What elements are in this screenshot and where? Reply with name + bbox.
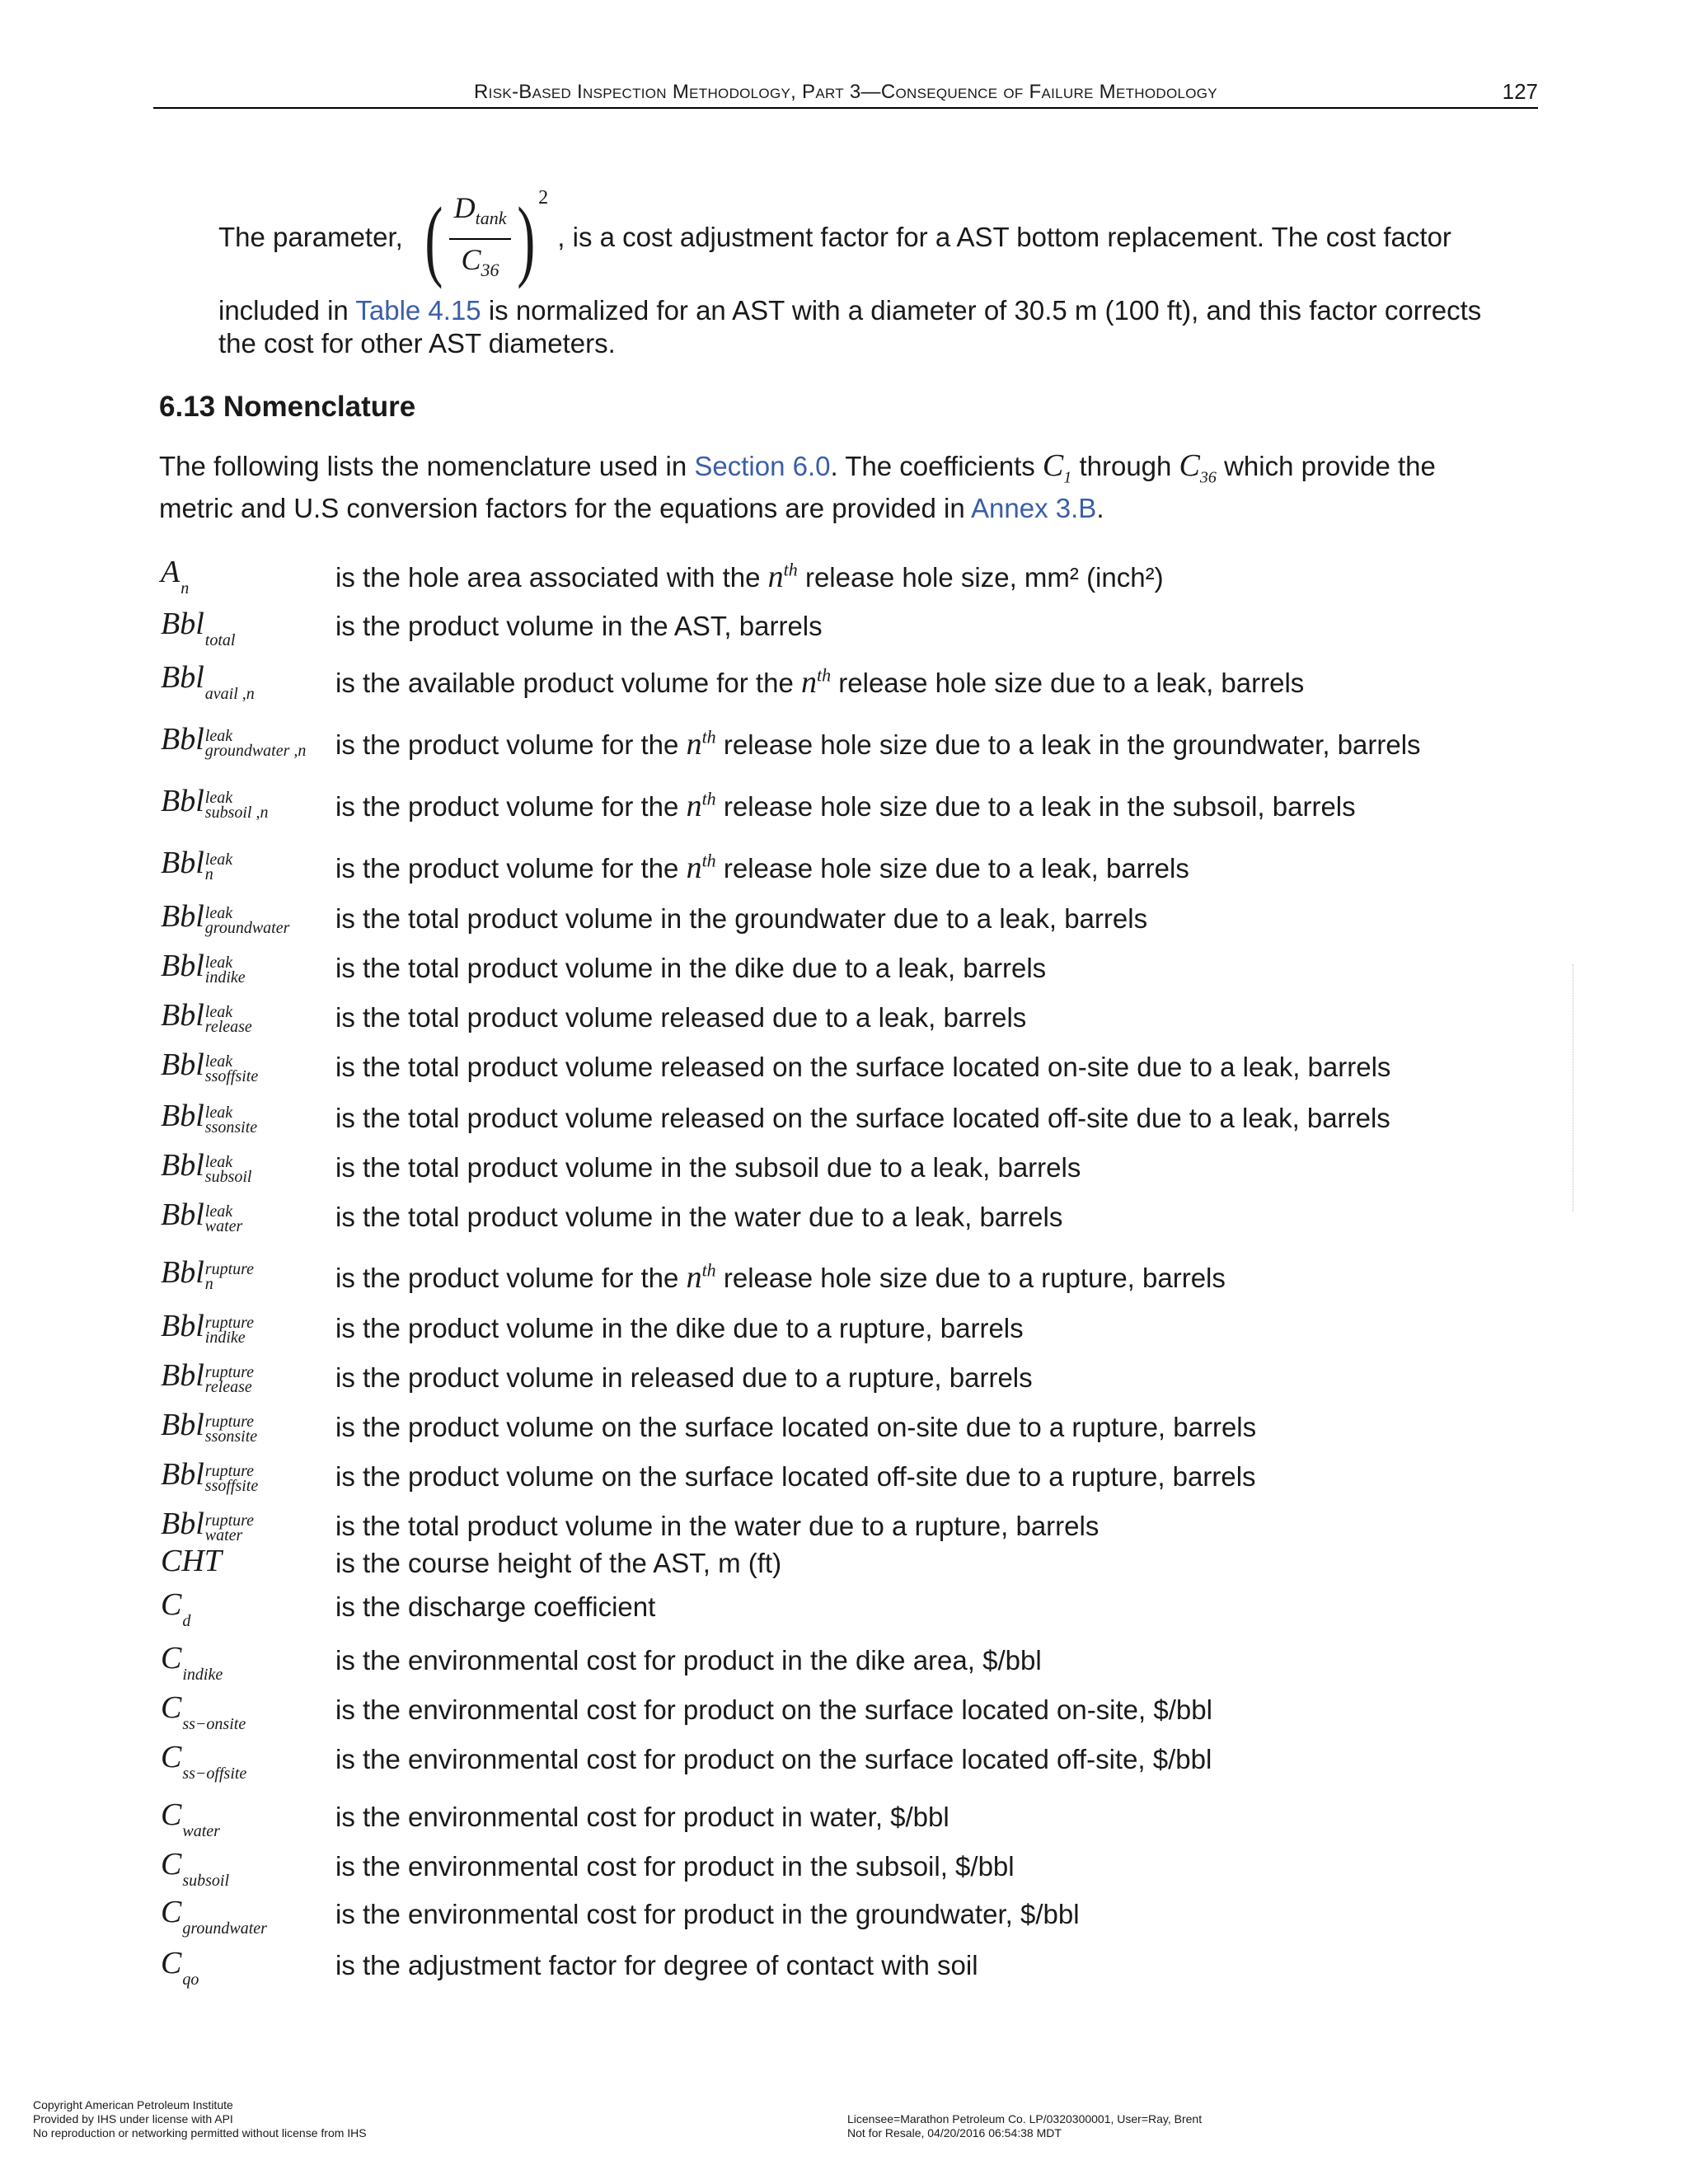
nomenclature-description: is the environmental cost for product on the surface located on-site, $/bbl <box>335 1694 1212 1725</box>
nomenclature-symbol: Bbl leak ssonsite <box>161 1099 258 1137</box>
nomenclature-item <box>161 1690 1562 1737</box>
nomenclature-description: is the product volume for the $n^{th}$ release hole size due to a leak in the groundwater, barrels <box>335 726 1421 762</box>
nomenclature-description: is the total product volume released on the surface located on-site due to a leak, barrels <box>335 1052 1391 1082</box>
nomenclature-symbol: Bbl rupture ssonsite <box>161 1408 258 1446</box>
running-title: Risk-Based Inspection Methodology, Part 3—Consequence of Failure Methodology <box>474 81 1217 103</box>
footer-left-line: No reproduction or networking permitted without license from IHS <box>33 2126 367 2139</box>
nomenclature-description: is the product volume for the $n^{th}$ release hole size due to a leak, barrels <box>335 850 1189 885</box>
annex-3b-link[interactable]: Annex 3.B <box>971 493 1097 523</box>
nomenclature-item <box>161 845 1562 893</box>
nomenclature-item <box>161 1945 1562 1993</box>
nomenclature-symbol: Bbl leak release <box>161 998 252 1036</box>
nomenclature-item <box>161 1407 1562 1455</box>
nomenclature-item <box>161 1308 1562 1356</box>
nomenclature-description: is the total product volume in the subsoil due to a leak, barrels <box>335 1152 1081 1183</box>
nomenclature-item <box>161 948 1562 996</box>
nomenclature-symbol: Bbl rupture release <box>161 1358 255 1396</box>
nomenclature-description: is the available product volume for the $n^{th}$ release hole size due to a leak, barrels <box>335 664 1305 700</box>
nth-symbol: $n^{th}$ <box>767 559 798 594</box>
nomenclature-description: is the total product volume in the water due to a rupture, barrels <box>335 1511 1100 1541</box>
nomenclature-description: is the environmental cost for product in water, $/bbl <box>335 1802 950 1832</box>
nomenclature-symbol: Bbl total <box>161 607 236 649</box>
nth-symbol: $n^{th}$ <box>686 726 716 762</box>
nomenclature-item <box>161 1586 1562 1634</box>
nomenclature-symbol: Bbl leak groundwater ,n <box>161 722 307 760</box>
footer-right-line: Licensee=Marathon Petroleum Co. LP/0320300001, User=Ray, Brent <box>847 2112 1203 2125</box>
section-heading: 6.13 Nomenclature <box>159 391 416 423</box>
nomenclature-description: is the product volume on the surface located off-site due to a rupture, barrels <box>335 1461 1256 1492</box>
nomenclature-item <box>161 1846 1562 1894</box>
nomenclature-item <box>161 1254 1562 1302</box>
nomenclature-symbol: Bbl leak subsoil <box>161 1148 252 1186</box>
nomenclature-item <box>161 1894 1562 1942</box>
nomenclature-description: is the product volume in released due to a rupture, barrels <box>335 1362 1033 1393</box>
nth-symbol: $n^{th}$ <box>800 664 832 700</box>
nomenclature-item <box>161 659 1562 707</box>
section-6-0-link[interactable]: Section 6.0 <box>694 451 831 481</box>
nomenclature-symbol: Bbl rupture n <box>161 1255 255 1293</box>
nomenclature-description: is the total product volume in the water due to a leak, barrels <box>335 1202 1063 1232</box>
nomenclature-item <box>161 1357 1562 1405</box>
nomenclature-item <box>161 1197 1562 1244</box>
nomenclature-item <box>161 1739 1562 1787</box>
nomenclature-symbol: C groundwater <box>161 1895 267 1938</box>
intro-text-after: , is a cost adjustment factor for a AST bottom replacement. The cost factor <box>557 221 1451 252</box>
nomenclature-symbol: C subsoil <box>161 1847 230 1890</box>
nomenclature-symbol: Bbl leak n <box>161 846 233 883</box>
nomenclature-description: is the environmental cost for product on the surface located off-site, $/bbl <box>335 1744 1212 1774</box>
nomenclature-description: is the product volume for the $n^{th}$ release hole size due to a rupture, barrels <box>335 1259 1226 1295</box>
nomenclature-description: is the total product volume released on the surface located off-site due to a leak, barrels <box>335 1103 1390 1133</box>
tank-diameter-ratio: ( $\frac{D_{tank}}{C_{36}}$ ) 2 <box>424 187 549 290</box>
nomenclature-symbol: A n <box>161 555 190 598</box>
nomenclature-symbol: C d <box>161 1587 191 1630</box>
page-number: 127 <box>1502 79 1538 104</box>
nomenclature-item <box>161 721 1562 769</box>
nomenclature-description: is the product volume in the dike due to a rupture, barrels <box>335 1313 1024 1343</box>
nomenclature-description: is the hole area associated with the $n^{th}$ release hole size, mm² (inch²) <box>335 559 1164 594</box>
nomenclature-description: is the total product volume in the dike due to a leak, barrels <box>335 953 1047 983</box>
nomenclature-item <box>161 783 1562 831</box>
section-para-line-1: The following lists the nomenclature used in Section 6.0. The coefficients $C_1$ through $C_{36}$ which provide the <box>159 448 1436 487</box>
intro-line-2: included in Table 4.15 is normalized for an AST with a diameter of 30.5 m (100 ft), and this factor corrects <box>218 295 1482 326</box>
nomenclature-item <box>161 997 1562 1045</box>
nomenclature-symbol: Bbl leak groundwater <box>161 899 290 937</box>
nomenclature-item <box>161 554 1562 602</box>
nomenclature-symbol: Bbl leak indike <box>161 949 246 987</box>
intro-line-3: the cost for other AST diameters. <box>218 328 616 359</box>
intro-line-1 <box>218 187 1532 290</box>
nomenclature-symbol: Bbl leak subsoil ,n <box>161 784 269 822</box>
footer-right <box>847 2112 1202 2140</box>
nomenclature-symbol: C water <box>161 1797 220 1840</box>
nth-symbol: $n^{th}$ <box>686 788 716 823</box>
nomenclature-item <box>161 898 1562 946</box>
nomenclature-item <box>161 1456 1562 1504</box>
nomenclature-description: is the product volume on the surface located on-site due to a rupture, barrels <box>335 1412 1257 1442</box>
nomenclature-description: is the environmental cost for product in the subsoil, $/bbl <box>335 1851 1015 1882</box>
nomenclature-symbol: Bbl avail ,n <box>161 660 255 703</box>
nomenclature-item <box>161 1640 1562 1688</box>
table-4-15-link[interactable]: Table 4.15 <box>355 295 481 326</box>
nomenclature-item <box>161 606 1562 654</box>
nomenclature-description: is the total product volume released due to a leak, barrels <box>335 1002 1027 1033</box>
nomenclature-symbol: C indike <box>161 1641 223 1684</box>
nomenclature-description: is the product volume in the AST, barrels <box>335 611 823 641</box>
nomenclature-symbol: Bbl rupture ssoffsite <box>161 1457 259 1495</box>
nomenclature-description: is the environmental cost for product in the groundwater, $/bbl <box>335 1899 1080 1929</box>
nomenclature-description: is the adjustment factor for degree of contact with soil <box>335 1950 978 1980</box>
side-scan-marks <box>1573 964 1578 1212</box>
nomenclature-symbol: Bbl rupture indike <box>161 1309 255 1347</box>
nth-symbol: $n^{th}$ <box>686 1259 716 1295</box>
nomenclature-description: is the environmental cost for product in the dike area, $/bbl <box>335 1645 1042 1675</box>
section-para-line-2: metric and U.S conversion factors for the equations are provided in Annex 3.B. <box>159 493 1104 523</box>
nomenclature-symbol: C qo <box>161 1946 199 1989</box>
intro-text-before: The parameter, <box>218 221 403 252</box>
nomenclature-symbol: Bbl rupture water <box>161 1507 255 1544</box>
nomenclature-symbol: C ss−onsite <box>161 1690 246 1733</box>
footer-left-line: Copyright American Petroleum Institute <box>33 2098 233 2111</box>
nomenclature-symbol: CHT <box>161 1544 222 1578</box>
nomenclature-description: is the course height of the AST, m (ft) <box>335 1548 782 1578</box>
nomenclature-description: is the discharge coefficient <box>335 1591 656 1622</box>
nomenclature-item <box>161 1797 1562 1844</box>
footer-left-line: Provided by IHS under license with API <box>33 2112 233 2125</box>
nomenclature-description: is the total product volume in the groundwater due to a leak, barrels <box>335 903 1148 934</box>
footer-right-line: Not for Resale, 04/20/2016 06:54:38 MDT <box>847 2126 1062 2139</box>
nomenclature-symbol: C ss−offsite <box>161 1740 247 1783</box>
nth-symbol: $n^{th}$ <box>686 850 716 885</box>
page-header <box>153 79 1538 109</box>
nomenclature-description: is the product volume for the $n^{th}$ release hole size due to a leak in the subsoil, barrels <box>335 788 1356 823</box>
nomenclature-symbol: Bbl leak ssoffsite <box>161 1047 259 1085</box>
nomenclature-item <box>161 1543 1562 1591</box>
nomenclature-item <box>161 1147 1562 1195</box>
nomenclature-item <box>161 1098 1562 1146</box>
nomenclature-symbol: Bbl leak water <box>161 1197 243 1235</box>
footer-left <box>33 2098 367 2140</box>
nomenclature-item <box>161 1047 1562 1094</box>
